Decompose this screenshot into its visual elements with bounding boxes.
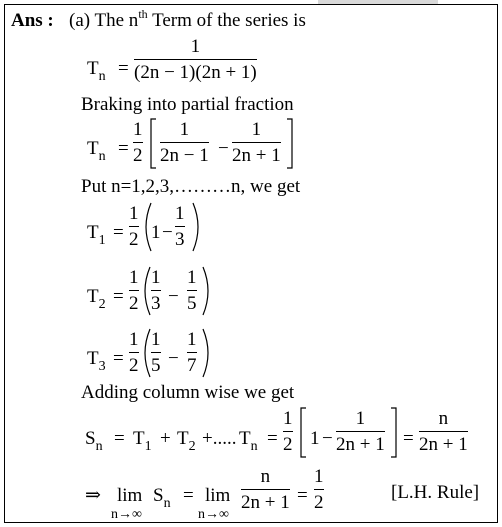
ans-label: Ans : bbox=[11, 10, 54, 31]
adding-text: Adding column wise we get bbox=[81, 382, 295, 403]
answer-box: Ans : (a) The $n^{th}$ Term of the series is $T_n$ = 1 (2n − 1)(2n + 1) Braking into partial fraction $T_n$ = 1 2 1 2n − 1 − 1 2n + 1 Put n=1,2,3,………n, we get $T_1$ = 1 2 1 − 1 3 $T_2$ = 1 2 1 3 − 1 5 $T_3$ = 1 2 1 5 − 1 7 Adding column wise we get $S_n$ = $T_1$ + $T_2$ +..... $T_n$ = 1 2 1 − 1 2n + 1 = n 2n + 1 ⇒ lim n→∞ $S_n$ = lim n→∞ n 2n + 1 = 1 2 [L.H. Rule] bbox=[4, 4, 498, 523]
put-text: Put n=1,2,3,………n, we get bbox=[81, 176, 301, 197]
math-delimiters bbox=[5, 5, 499, 524]
lh-rule-label: [L.H. Rule] bbox=[391, 482, 480, 503]
breaking-text: Braking into partial fraction bbox=[81, 94, 294, 115]
question-heading: (a) The $n^{th}$ Term of the series is bbox=[69, 7, 306, 31]
